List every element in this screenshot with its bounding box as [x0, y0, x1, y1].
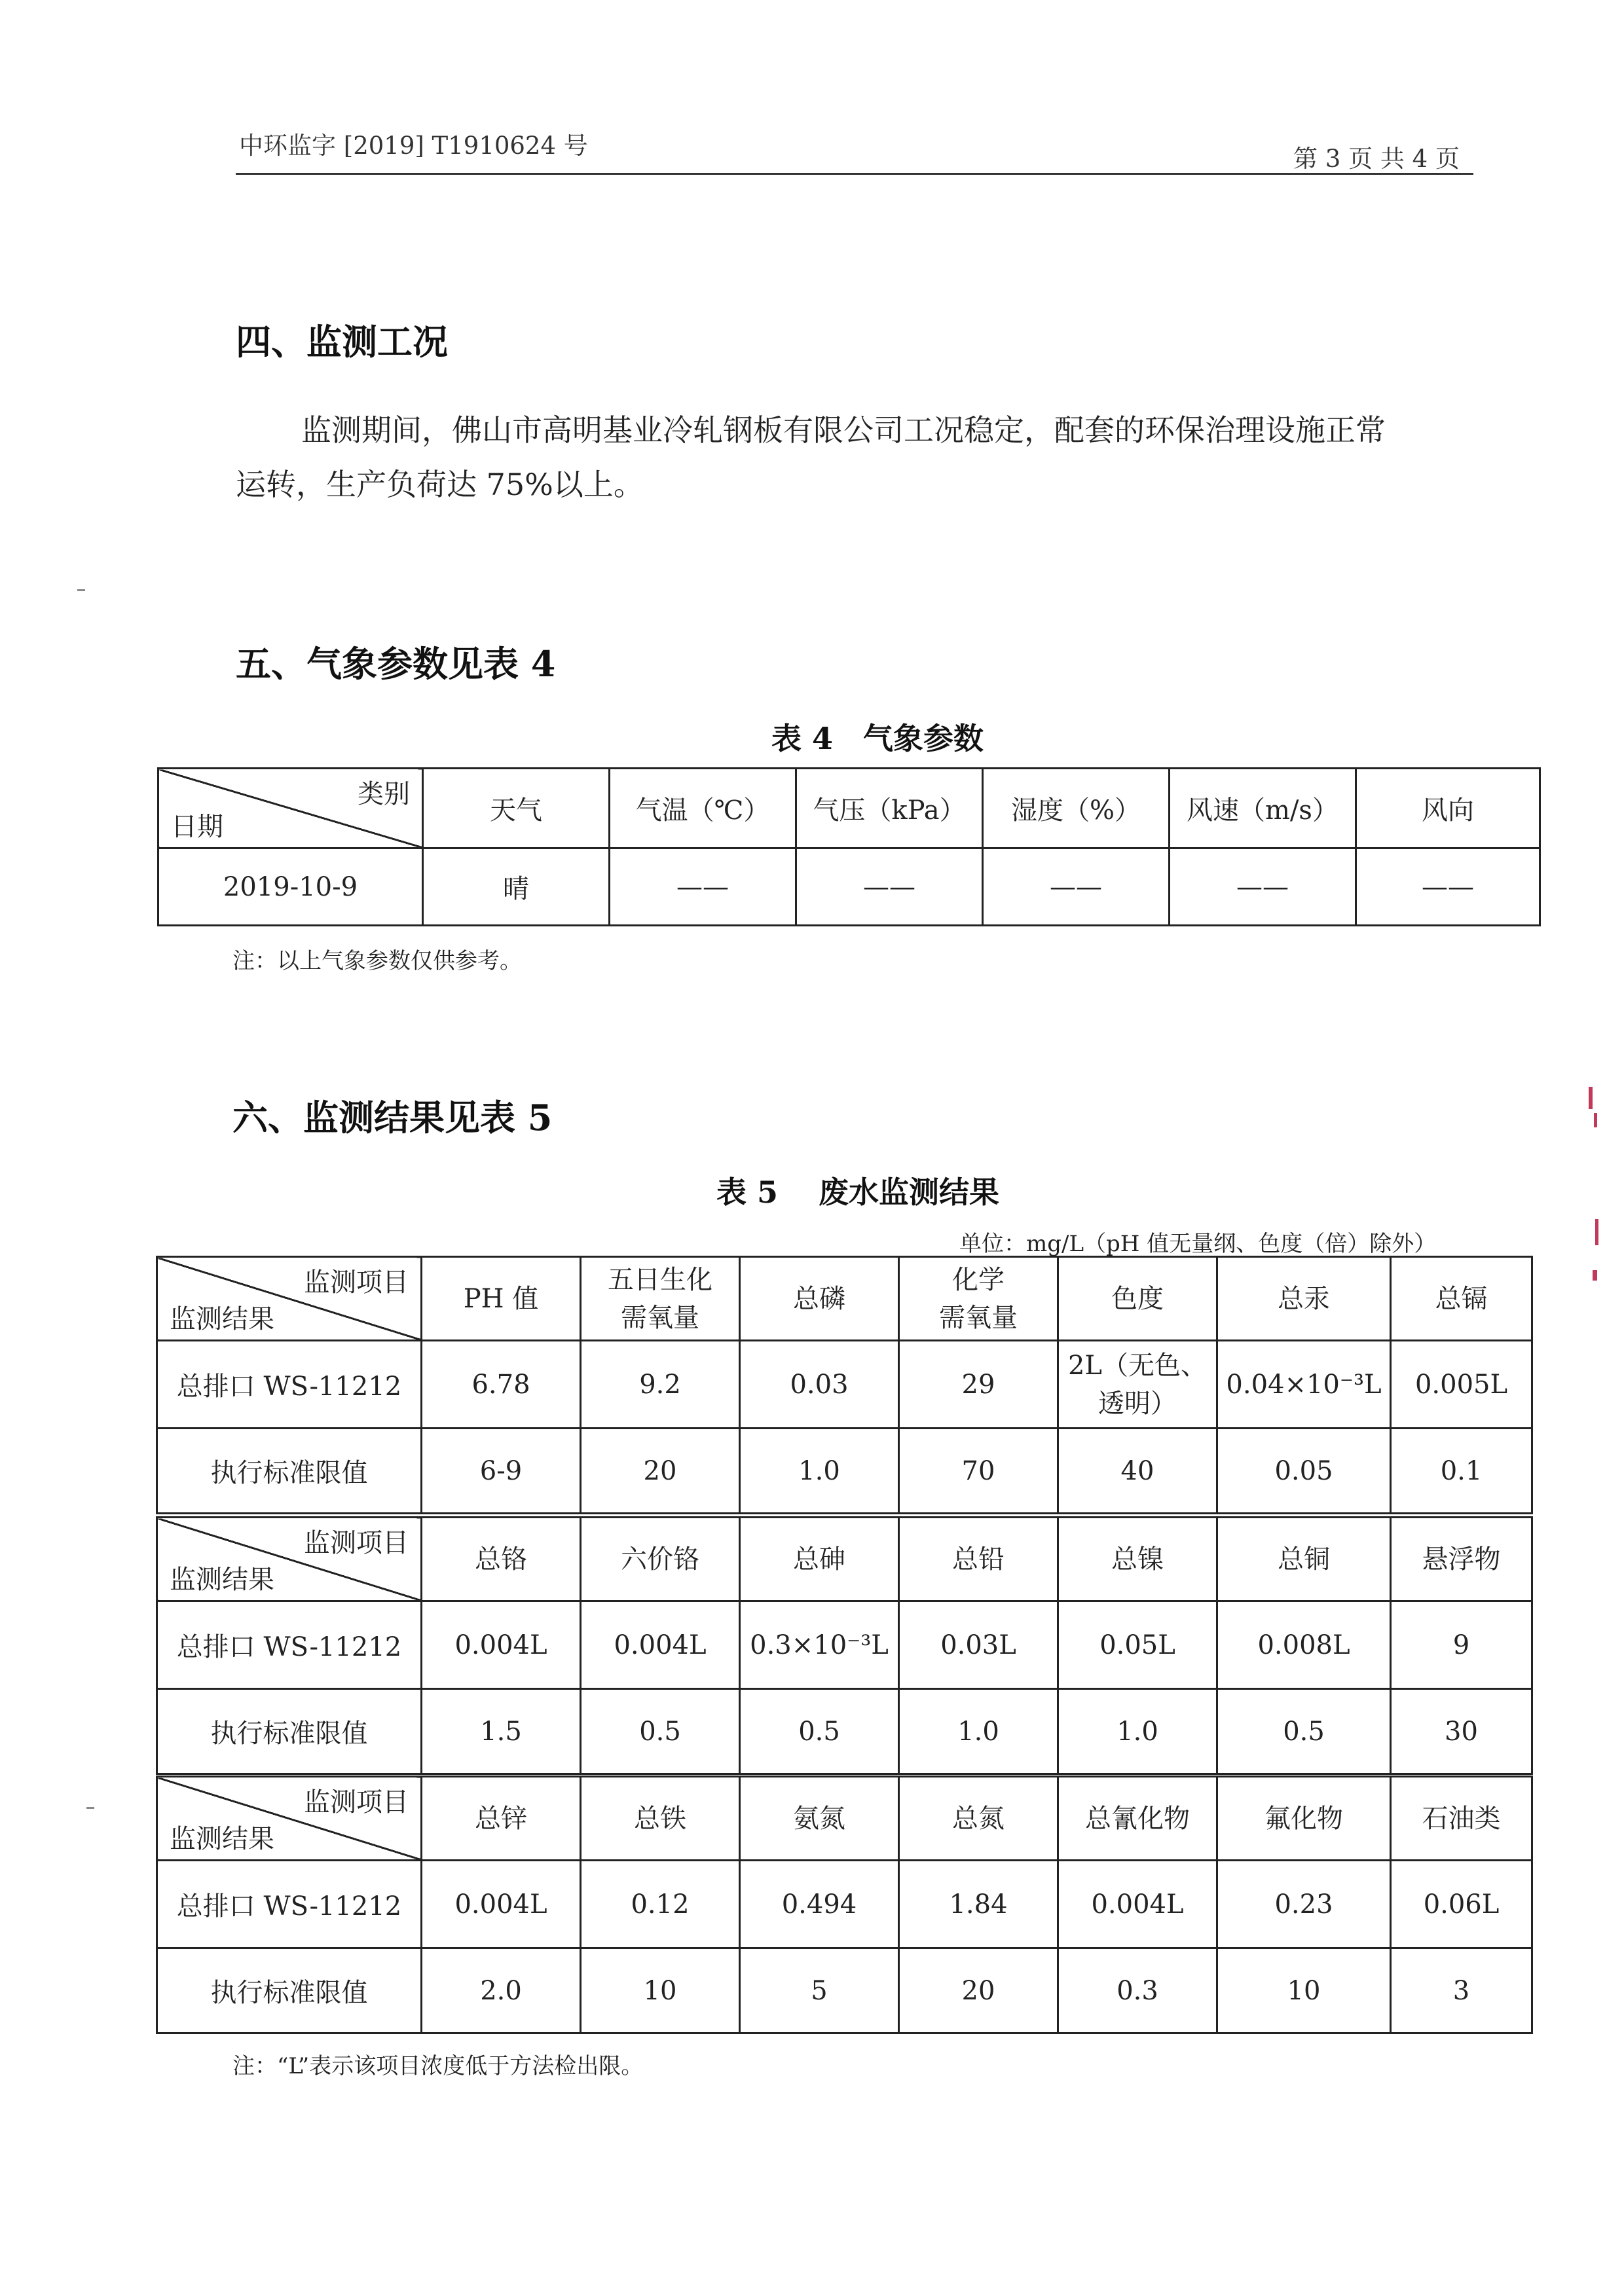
results-header-row [157, 1518, 1532, 1601]
results-item-header: 色度 [1058, 1257, 1217, 1341]
corner-label-item: 监测项目 [304, 1528, 409, 1558]
weather-value-cell: —— [1356, 848, 1540, 926]
results-limit-row [157, 1689, 1532, 1774]
corner-label-result: 监测结果 [170, 1824, 274, 1854]
outlet-value-cell: 9.2 [581, 1341, 740, 1429]
results-item-header: 总砷 [740, 1518, 899, 1601]
scan-speck [86, 1807, 94, 1809]
corner-label-result: 监测结果 [170, 1304, 274, 1334]
results-corner-cell [157, 1257, 422, 1341]
limit-label-cell: 执行标准限值 [157, 1429, 422, 1514]
results-outlet-row [157, 1601, 1532, 1689]
corner-label-category: 类别 [358, 779, 410, 809]
weather-corner-cell [158, 769, 423, 848]
weather-col-header: 气温（℃） [610, 769, 796, 848]
weather-value-cell: 晴 [423, 848, 610, 926]
limit-value-cell: 0.05 [1217, 1429, 1391, 1514]
outlet-value-cell: 1.84 [899, 1861, 1058, 1948]
results-outlet-row [157, 1861, 1532, 1948]
outlet-value-cell: 0.06L [1391, 1861, 1532, 1948]
outlet-value-cell: 0.004L [422, 1601, 581, 1689]
weather-data-row [158, 848, 1540, 926]
results-item-header: PH 值 [422, 1257, 581, 1341]
page-indicator: 第 3 页 共 4 页 [1293, 145, 1460, 173]
results-item-header: 总锌 [422, 1777, 581, 1861]
weather-col-header: 气压（kPa） [796, 769, 983, 848]
limit-value-cell: 1.0 [899, 1689, 1058, 1774]
results-item-header: 总铅 [899, 1518, 1058, 1601]
outlet-value-cell: 0.494 [740, 1861, 899, 1948]
results-item-header: 石油类 [1391, 1777, 1532, 1861]
weather-col-header: 湿度（%） [983, 769, 1170, 848]
results-corner-cell [157, 1777, 422, 1861]
table-4-note: 注：以上气象参数仅供参考。 [232, 948, 522, 974]
results-item-header: 五日生化 需氧量 [581, 1257, 740, 1341]
outlet-value-cell: 0.03 [740, 1341, 899, 1429]
outlet-value-cell: 2L（无色、 透明） [1058, 1341, 1217, 1429]
results-header-row [157, 1777, 1532, 1861]
weather-value-cell: —— [796, 848, 983, 926]
limit-value-cell: 40 [1058, 1429, 1217, 1514]
results-item-header: 氨氮 [740, 1777, 899, 1861]
limit-label-cell: 执行标准限值 [157, 1948, 422, 2033]
limit-value-cell: 20 [581, 1429, 740, 1514]
limit-value-cell: 10 [581, 1948, 740, 2033]
section-4-paragraph-line-1: 监测期间，佛山市高明基业冷轧钢板有限公司工况稳定，配套的环保治理设施正常 [301, 412, 1386, 448]
section-4-title: 四、监测工况 [236, 321, 448, 363]
weather-value-cell: —— [610, 848, 796, 926]
outlet-value-cell: 0.03L [899, 1601, 1058, 1689]
weather-col-header: 风速（m/s） [1170, 769, 1356, 848]
limit-value-cell: 0.5 [581, 1689, 740, 1774]
results-table-block [156, 1256, 1533, 1514]
results-limit-row [157, 1948, 1532, 2033]
results-item-header: 化学 需氧量 [899, 1257, 1058, 1341]
outlet-label-cell: 总排口 WS-11212 [157, 1861, 422, 1948]
results-item-header: 总铬 [422, 1518, 581, 1601]
results-item-header: 六价铬 [581, 1518, 740, 1601]
limit-value-cell: 0.5 [740, 1689, 899, 1774]
table-5-note: 注：“L”表示该项目浓度低于方法检出限。 [232, 2053, 644, 2079]
corner-label-item: 监测项目 [304, 1267, 409, 1298]
weather-header-row [158, 769, 1540, 848]
results-item-header: 总铜 [1217, 1518, 1391, 1601]
outlet-value-cell: 9 [1391, 1601, 1532, 1689]
weather-col-header: 天气 [423, 769, 610, 848]
results-outlet-row [157, 1341, 1532, 1429]
limit-value-cell: 30 [1391, 1689, 1532, 1774]
limit-value-cell: 1.0 [1058, 1689, 1217, 1774]
results-item-header: 悬浮物 [1391, 1518, 1532, 1601]
outlet-value-cell: 0.05L [1058, 1601, 1217, 1689]
outlet-label-cell: 总排口 WS-11212 [157, 1601, 422, 1689]
weather-col-header: 风向 [1356, 769, 1540, 848]
limit-value-cell: 0.5 [1217, 1689, 1391, 1774]
results-item-header: 总氰化物 [1058, 1777, 1217, 1861]
limit-value-cell: 3 [1391, 1948, 1532, 2033]
table-4-caption: 表 4 气象参数 [771, 721, 984, 756]
weather-date-cell: 2019-10-9 [158, 848, 423, 926]
scan-speck [77, 589, 85, 591]
limit-value-cell: 10 [1217, 1948, 1391, 2033]
results-item-header: 总汞 [1217, 1257, 1391, 1341]
outlet-value-cell: 0.23 [1217, 1861, 1391, 1948]
table-5-caption: 表 5 废水监测结果 [716, 1175, 1000, 1210]
outlet-value-cell: 0.3×10⁻³L [740, 1601, 899, 1689]
limit-value-cell: 2.0 [422, 1948, 581, 2033]
results-item-header: 总磷 [740, 1257, 899, 1341]
corner-label-date: 日期 [171, 812, 223, 842]
section-4-paragraph-line-2: 运转，生产负荷达 75%以上。 [236, 467, 644, 502]
limit-value-cell: 70 [899, 1429, 1058, 1514]
table-5-unit: 单位：mg/L（pH 值无量纲、色度（倍）除外） [959, 1231, 1437, 1257]
results-table-block [156, 1516, 1533, 1775]
stamp-edge-mark [1594, 1113, 1597, 1127]
outlet-value-cell: 0.004L [1058, 1861, 1217, 1948]
outlet-value-cell: 29 [899, 1341, 1058, 1429]
section-5-title: 五、气象参数见表 4 [236, 643, 556, 685]
outlet-value-cell: 0.12 [581, 1861, 740, 1948]
stamp-edge-mark [1589, 1087, 1593, 1109]
results-corner-cell [157, 1518, 422, 1601]
outlet-value-cell: 0.008L [1217, 1601, 1391, 1689]
results-limit-row [157, 1429, 1532, 1514]
document-number: 中环监字 [2019] T1910624 号 [239, 132, 588, 160]
corner-label-result: 监测结果 [170, 1565, 274, 1595]
limit-value-cell: 0.3 [1058, 1948, 1217, 2033]
corner-label-item: 监测项目 [304, 1787, 409, 1817]
limit-value-cell: 0.1 [1391, 1429, 1532, 1514]
limit-value-cell: 5 [740, 1948, 899, 2033]
limit-value-cell: 1.0 [740, 1429, 899, 1514]
results-item-header: 总镉 [1391, 1257, 1532, 1341]
outlet-value-cell: 6.78 [422, 1341, 581, 1429]
outlet-value-cell: 0.004L [422, 1861, 581, 1948]
stamp-edge-mark [1593, 1270, 1597, 1281]
results-item-header: 总氮 [899, 1777, 1058, 1861]
results-item-header: 氟化物 [1217, 1777, 1391, 1861]
header-rule [236, 173, 1473, 175]
outlet-label-cell: 总排口 WS-11212 [157, 1341, 422, 1429]
outlet-value-cell: 0.005L [1391, 1341, 1532, 1429]
weather-value-cell: —— [983, 848, 1170, 926]
weather-value-cell: —— [1170, 848, 1356, 926]
outlet-value-cell: 0.004L [581, 1601, 740, 1689]
weather-table [157, 767, 1541, 926]
section-6-title: 六、监测结果见表 5 [232, 1097, 553, 1139]
stamp-edge-mark [1595, 1219, 1598, 1245]
results-item-header: 总镍 [1058, 1518, 1217, 1601]
limit-value-cell: 6-9 [422, 1429, 581, 1514]
limit-value-cell: 1.5 [422, 1689, 581, 1774]
results-item-header: 总铁 [581, 1777, 740, 1861]
limit-label-cell: 执行标准限值 [157, 1689, 422, 1774]
results-table-block [156, 1776, 1533, 2034]
outlet-value-cell: 0.04×10⁻³L [1217, 1341, 1391, 1429]
results-header-row [157, 1257, 1532, 1341]
limit-value-cell: 20 [899, 1948, 1058, 2033]
